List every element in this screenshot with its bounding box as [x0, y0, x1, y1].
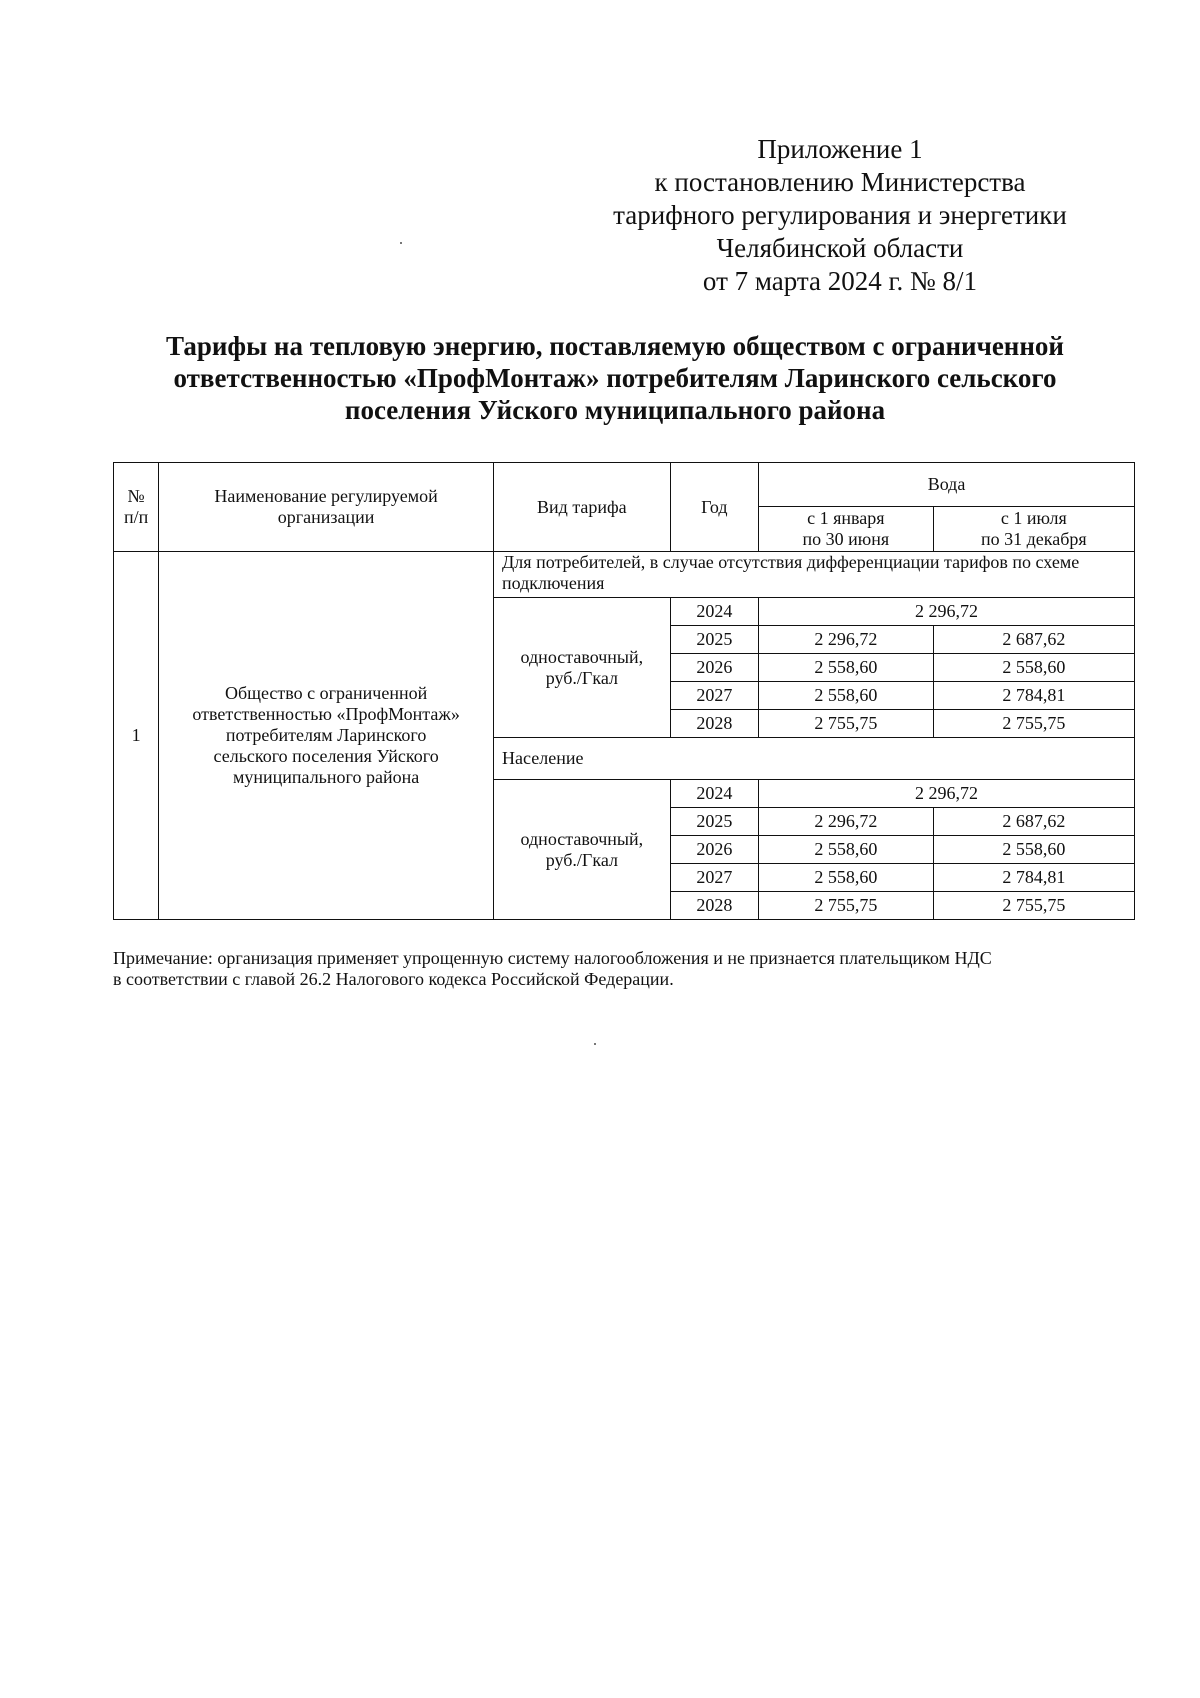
value-period-2-cell: 2 755,75: [933, 710, 1134, 738]
header-org-line2: организации: [277, 507, 375, 527]
header-period-1-line1: с 1 января: [807, 508, 885, 528]
value-period-1-cell: 2 558,60: [759, 654, 934, 682]
year-cell: 2028: [670, 710, 758, 738]
header-period-2: [933, 507, 1134, 552]
header-period-2-line2: по 31 декабря: [980, 529, 1087, 549]
year-cell: 2026: [670, 836, 758, 864]
header-num-line1: №: [127, 486, 145, 506]
scan-speck: [400, 242, 402, 244]
title-line: поселения Уйского муниципального района: [344, 395, 886, 425]
header-org: [159, 463, 494, 552]
group-label-row: [114, 552, 1135, 598]
value-merged-cell: 2 296,72: [759, 598, 1135, 626]
value-period-1-cell: 2 755,75: [759, 710, 934, 738]
header-org-line1: Наименование регулируемой: [214, 486, 438, 506]
header-period-1-line2: по 30 июня: [802, 529, 890, 549]
value-period-1-cell: 2 296,72: [759, 626, 934, 654]
appendix-date-line: от 7 марта 2024 г. № 8/1: [702, 266, 978, 296]
appendix-line: Челябинской области: [716, 233, 964, 263]
year-cell: 2027: [670, 682, 758, 710]
year-cell: 2024: [670, 780, 758, 808]
value-merged-cell: 2 296,72: [759, 780, 1135, 808]
year-cell: 2025: [670, 626, 758, 654]
year-cell: 2024: [670, 598, 758, 626]
tariff-type-cell: [494, 780, 671, 920]
organization-line: сельского поселения Уйского: [213, 746, 439, 766]
year-cell: 2028: [670, 892, 758, 920]
organization-line: муниципального района: [233, 767, 420, 787]
group-label: Для потребителей, в случае отсутствия дифференциации тарифов по схеме подключения: [494, 552, 1135, 598]
organization-line: потребителям Ларинского: [225, 725, 427, 745]
value-period-2-cell: 2 687,62: [933, 808, 1134, 836]
header-num: [114, 463, 159, 552]
footnote-line: в соответствии с главой 26.2 Налогового кодекса Российской Федерации.: [113, 969, 674, 989]
value-period-2-cell: 2 558,60: [933, 836, 1134, 864]
header-num-line2: п/п: [123, 507, 149, 527]
value-period-1-cell: 2 558,60: [759, 682, 934, 710]
organization-line: ответственностью «ПрофМонтаж»: [192, 704, 460, 724]
appendix-title: Приложение 1: [757, 134, 923, 164]
header-year: Год: [670, 463, 758, 552]
tariff-table: [113, 462, 1135, 920]
tariff-type-line2: руб./Гкал: [545, 849, 618, 870]
footnote-line: Примечание: организация применяет упрощенную систему налогообложения и не признается плательщиком НДС: [113, 948, 992, 968]
value-period-1-cell: 2 755,75: [759, 892, 934, 920]
tariff-type-line2: руб./Гкал: [545, 667, 618, 688]
title-line: ответственностью «ПрофМонтаж» потребителям Ларинского сельского: [173, 363, 1057, 393]
appendix-line: к постановлению Министерства: [654, 167, 1026, 197]
value-period-1-cell: 2 558,60: [759, 864, 934, 892]
value-period-2-cell: 2 558,60: [933, 654, 1134, 682]
year-cell: 2026: [670, 654, 758, 682]
value-period-2-cell: 2 755,75: [933, 892, 1134, 920]
appendix-block: [580, 133, 1100, 298]
value-period-1-cell: 2 558,60: [759, 836, 934, 864]
value-period-2-cell: 2 687,62: [933, 626, 1134, 654]
tariff-type-line1: одноставочный,: [520, 828, 644, 849]
header-water: Вода: [759, 463, 1135, 507]
appendix-line: тарифного регулирования и энергетики: [613, 200, 1067, 230]
document-title: [120, 330, 1110, 426]
value-period-2-cell: 2 784,81: [933, 682, 1134, 710]
header-period-2-line1: с 1 июля: [1000, 508, 1067, 528]
tariff-type-cell: [494, 598, 671, 738]
organization-line: Общество с ограниченной: [224, 683, 428, 703]
title-line: Тарифы на тепловую энергию, поставляемую обществом с ограниченной: [166, 331, 1064, 361]
header-period-1: [759, 507, 934, 552]
year-cell: 2025: [670, 808, 758, 836]
year-cell: 2027: [670, 864, 758, 892]
value-period-2-cell: 2 784,81: [933, 864, 1134, 892]
value-period-1-cell: 2 296,72: [759, 808, 934, 836]
tariff-type-line1: одноставочный,: [520, 646, 644, 667]
footnote: [113, 948, 1143, 990]
group-label: Население: [494, 738, 1135, 780]
header-tariff-type: Вид тарифа: [494, 463, 671, 552]
table-header-row: [114, 463, 1135, 507]
scan-speck: [594, 1043, 596, 1045]
row-number: 1: [114, 552, 159, 920]
organization-name: [159, 552, 494, 920]
